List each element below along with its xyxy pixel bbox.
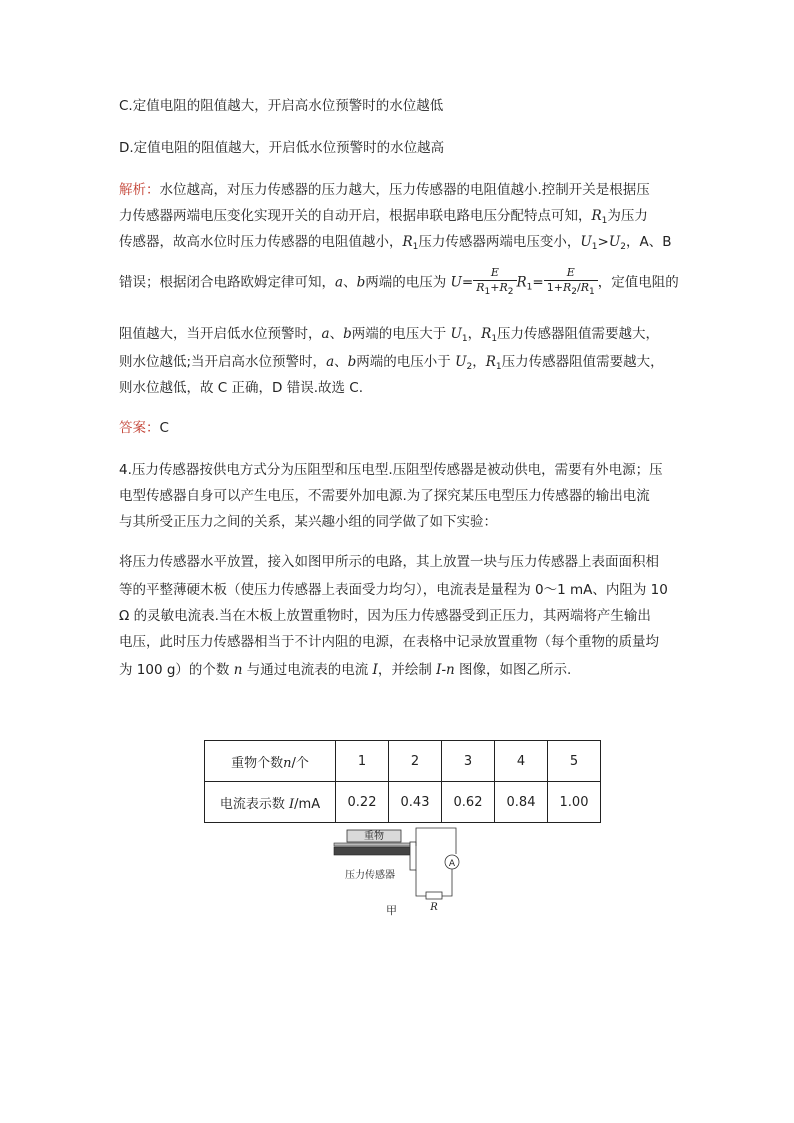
fraction-2: $\frac{E}{1+R_2/R_1}$ bbox=[544, 266, 598, 299]
q4-para-2: 等的平整薄硬木板（使压力传感器上表面受力均匀），电流表是量程为 0～1 mA、内阻为 10 bbox=[119, 582, 668, 598]
answer-value: C bbox=[159, 420, 169, 436]
q4-para-3: Ω 的灵敏电流表.当在木板上放置重物时，因为压力传感器受到正压力，其两端将产生输出 bbox=[119, 608, 651, 624]
analysis-line-5: 阻值越大，当开启低水位预警时，a、b两端的电压大于 $U_1$，$R_1$压力传感器阻值需要越大， bbox=[119, 326, 660, 344]
pressure-sensor bbox=[334, 847, 410, 855]
analysis-line-1: 解析：水位越高，对压力传感器的压力越大，压力传感器的电阻值越小.控制开关是根据压 bbox=[119, 182, 650, 198]
q4-line-3: 与其所受正压力之间的关系，某兴趣小组的同学做了如下实验： bbox=[119, 514, 497, 530]
resistor-label: R bbox=[430, 902, 438, 913]
table-cell: 0.84 bbox=[495, 782, 548, 823]
resistor-icon bbox=[426, 892, 442, 899]
ammeter-label: A bbox=[448, 859, 456, 869]
table-header-count: 重物个数n/个 bbox=[205, 741, 336, 782]
table-cell: 0.62 bbox=[442, 782, 495, 823]
weight-label: 重物 bbox=[364, 831, 384, 842]
table-cell: 3 bbox=[442, 741, 495, 782]
analysis-line-2: 力传感器两端电压变化实现开关的自动开启，根据串联电路电压分配特点可知，$R_1$为压力 bbox=[119, 208, 648, 226]
table-cell: 1.00 bbox=[548, 782, 601, 823]
table-cell: 0.43 bbox=[389, 782, 442, 823]
wire-bottom bbox=[416, 870, 426, 896]
option-c: C.定值电阻的阻值越大，开启高水位预警时的水位越低 bbox=[119, 98, 444, 114]
fraction-1: $\frac{E}{R_1+R_2}$ bbox=[473, 266, 516, 299]
option-d: D.定值电阻的阻值越大，开启低水位预警时的水位越高 bbox=[119, 140, 445, 156]
wire-top bbox=[416, 828, 456, 854]
analysis-line-6: 则水位越低;当开启高水位预警时，a、b两端的电压小于 $U_2$，$R_1$压力传感器阻值需要越大， bbox=[119, 354, 664, 372]
sensor-label: 压力传感器 bbox=[345, 870, 395, 881]
sensor-terminal bbox=[410, 842, 416, 870]
analysis-line-3: 传感器，故高水位时压力传感器的电阻值越小，$R_1$压力传感器两端电压变小，$U_1>U_2$，A、B bbox=[119, 234, 672, 252]
table-cell: 1 bbox=[336, 741, 389, 782]
q4-line-1: 4.压力传感器按供电方式分为压阻型和压电型.压阻型传感器是被动供电，需要有外电源；压 bbox=[119, 462, 663, 478]
figure-caption: 甲 bbox=[386, 904, 397, 917]
table-cell: 0.22 bbox=[336, 782, 389, 823]
q4-para-1: 将压力传感器水平放置，接入如图甲所示的电路，其上放置一块与压力传感器上表面面积相 bbox=[119, 554, 659, 570]
q4-para-5: 为 100 g）的个数 n 与通过电流表的电流 I，并绘制 I-n 图像，如图乙所示. bbox=[119, 662, 572, 678]
table-row bbox=[205, 741, 601, 782]
wire-right bbox=[442, 869, 452, 896]
analysis-line-4: 错误；根据闭合电路欧姆定律可知，a、b两端的电压为 U= $\frac{E}{R_1+R_2}$ $R_1=$ $\frac{E}{1+R_2/R_1}$ ，定值电阻的 bbox=[119, 266, 679, 297]
analysis-label: 解析： bbox=[119, 182, 160, 198]
answer bbox=[119, 418, 169, 438]
q4-line-2: 电型传感器自身可以产生电压，不需要外加电源.为了探究某压电型压力传感器的输出电流 bbox=[119, 488, 650, 504]
table-cell: 5 bbox=[548, 741, 601, 782]
table-header-current: 电流表示数 I/mA bbox=[205, 782, 336, 823]
wood-board bbox=[334, 843, 410, 846]
q4-para-4: 电压，此时压力传感器相当于不计内阻的电源，在表格中记录放置重物（每个重物的质量均 bbox=[119, 634, 659, 650]
table-cell: 2 bbox=[389, 741, 442, 782]
analysis-line-7: 则水位越低，故 C 正确，D 错误.故选 C. bbox=[119, 380, 363, 396]
table-row bbox=[205, 782, 601, 823]
table-cell: 4 bbox=[495, 741, 548, 782]
answer-label: 答案： bbox=[119, 420, 160, 436]
data-table bbox=[204, 740, 601, 823]
